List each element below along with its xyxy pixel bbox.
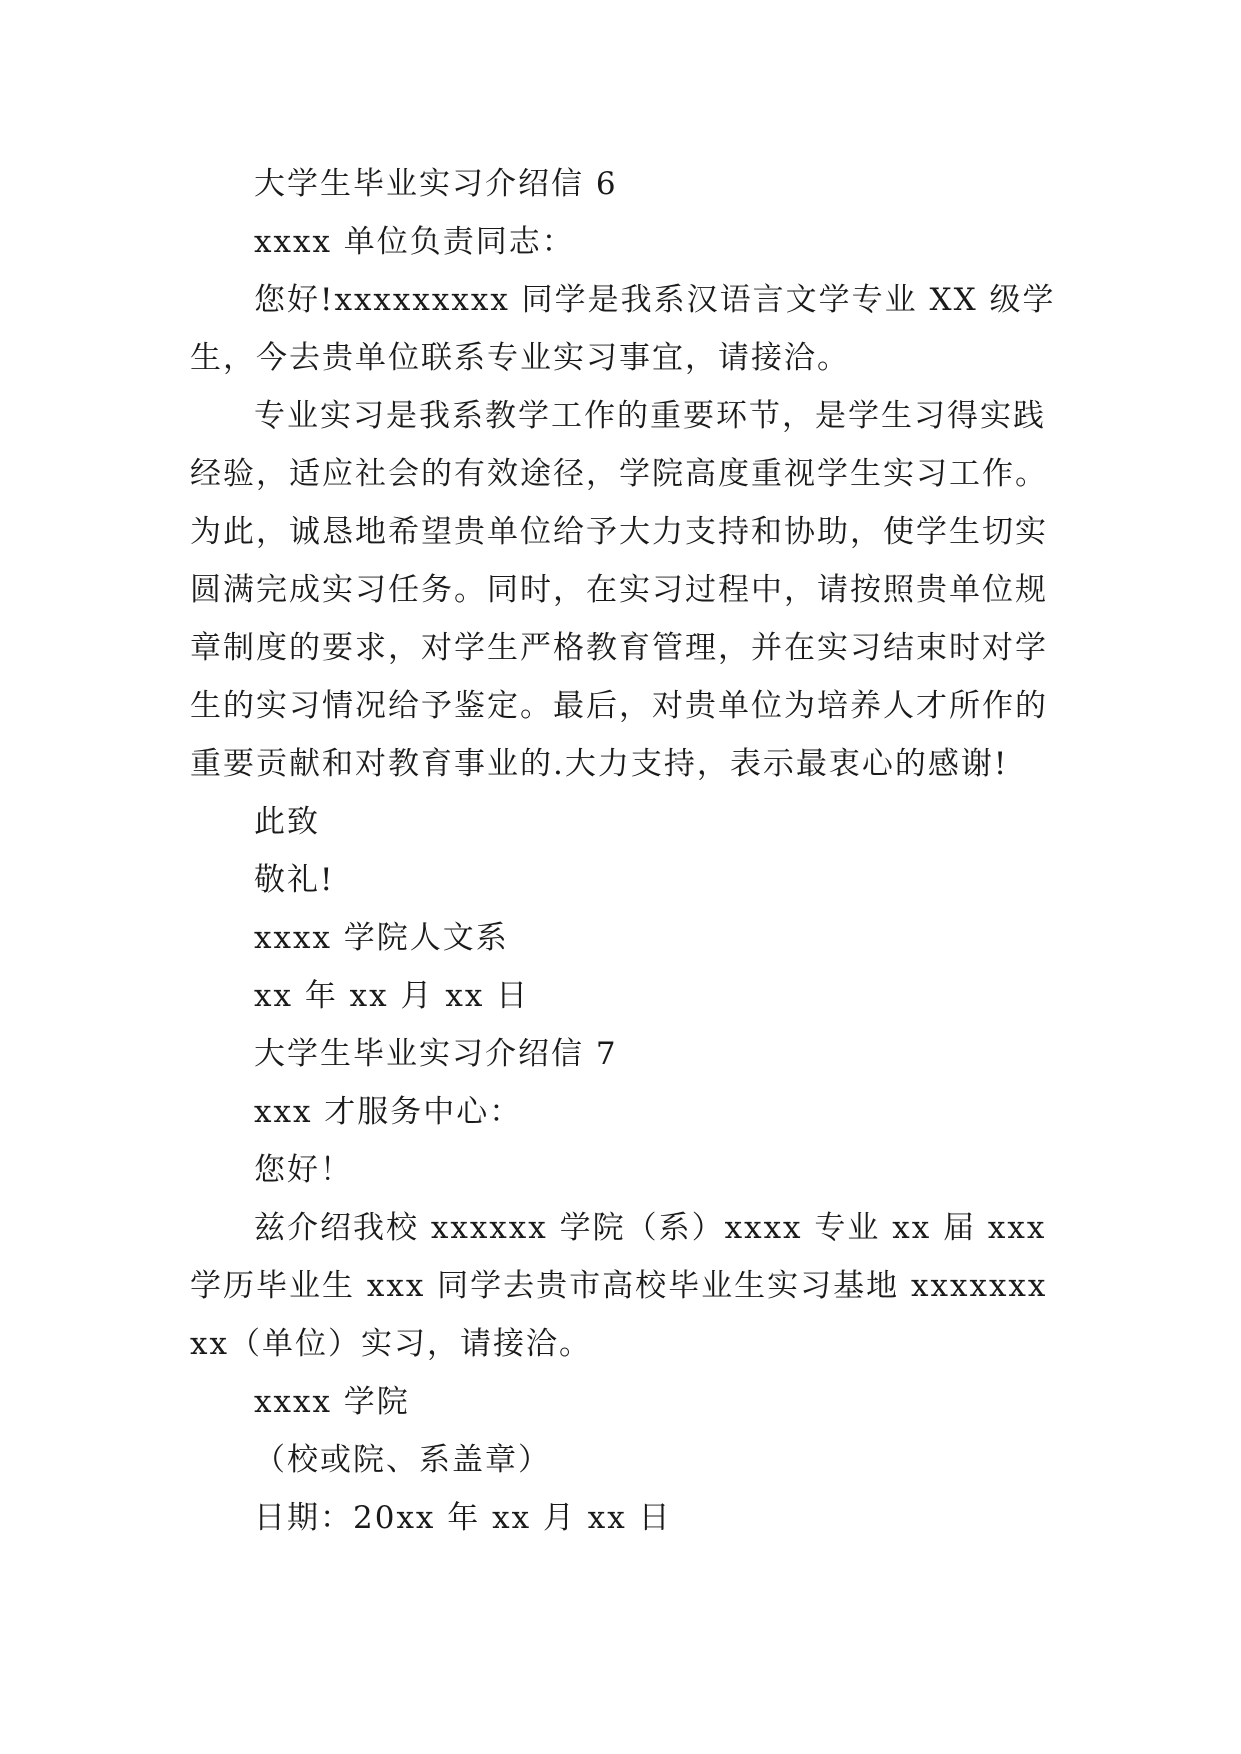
letter6-title: 大学生毕业实习介绍信 6 xyxy=(254,166,618,202)
letter7-date: 日期：20xx 年 xx 月 xx 日 xyxy=(254,1500,672,1536)
letter6-date: xx 年 xx 月 xx 日 xyxy=(254,978,530,1014)
letter7-title: 大学生毕业实习介绍信 7 xyxy=(254,1036,618,1072)
letter6-sender: xxxx 学院人文系 xyxy=(254,920,509,956)
letter7-sender: xxxx 学院 xyxy=(254,1384,410,1420)
document-body xyxy=(190,155,1060,1547)
letter7-salutation: xxx 才服务中心： xyxy=(254,1094,523,1130)
letter6-greeting-paragraph: 您好!xxxxxxxxx 同学是我系汉语言文学专业 XX 级学生，今去贵单位联系专业实习事宜，请接洽。 xyxy=(190,282,1056,376)
letter6-closing-2: 敬礼! xyxy=(254,862,335,898)
letter7-body-paragraph: 兹介绍我校 xxxxxx 学院（系）xxxx 专业 xx 届 xxx 学历毕业生 xxx 同学去贵市高校毕业生实习基地 xxxxxxxxx（单位）实习，请接洽。 xyxy=(190,1210,1048,1362)
letter6-body-paragraph: 专业实习是我系教学工作的重要环节，是学生习得实践经验，适应社会的有效途径，学院高度重视学生实习工作。为此，诚恳地希望贵单位给予大力支持和协助，使学生切实圆满完成实习任务。同时，在实习过程中，请按照贵单位规章制度的要求，对学生严格教育管理，并在实习结束时对学生的实习情况给予鉴定。最后，对贵单位为培养人才所作的重要贡献和对教育事业的.大力支持，表示最衷心的感谢! xyxy=(190,398,1048,782)
letter6-salutation: xxxx 单位负责同志： xyxy=(254,224,575,260)
letter7-greeting: 您好！ xyxy=(254,1152,353,1188)
letter6-closing-1: 此致 xyxy=(254,804,320,840)
letter7-seal-note: （校或院、系盖章） xyxy=(254,1442,551,1478)
